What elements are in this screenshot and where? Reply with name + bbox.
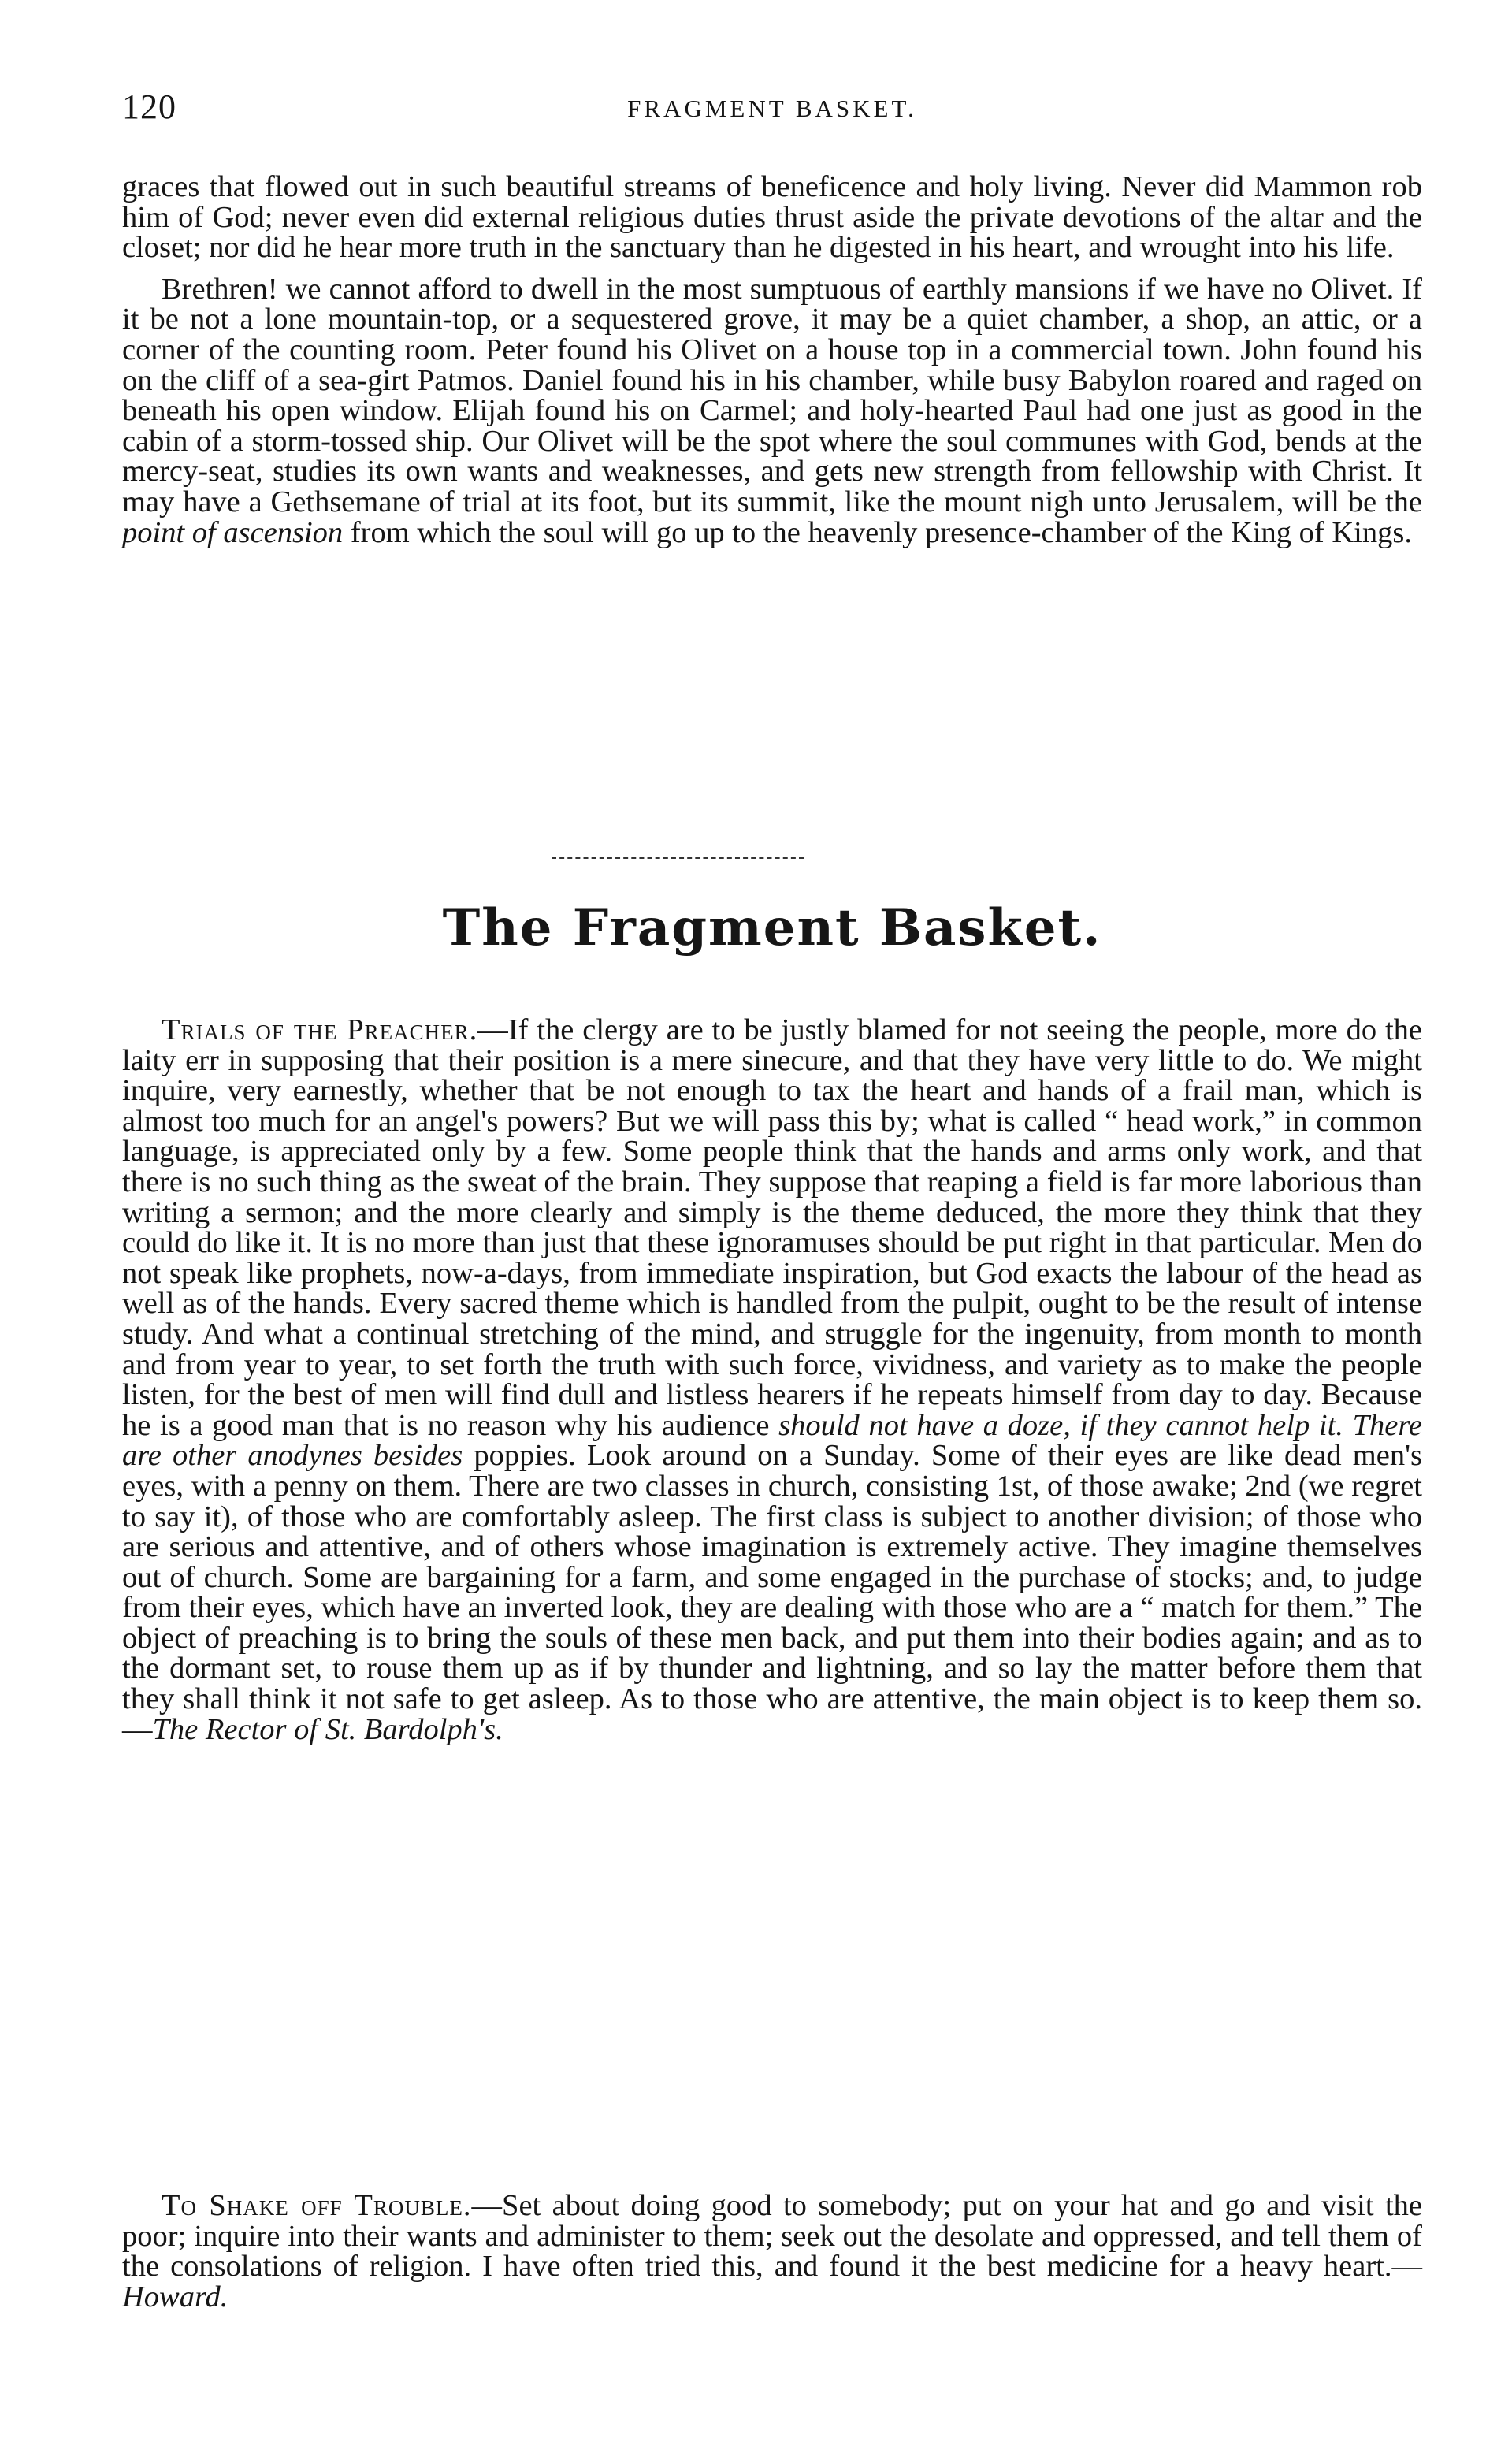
trials-body-lead: —If the clergy are to be justly blamed for not seeing the people, more do the laity err in supposing that their position is a mere sinecure, and that they have very little to do. We might inquire, very earnestly, whether that be not enough to tax the heart and hands of a frail man, which is almost too much for an angel's powers? But we will pass this by; what is called “ head work,” in common language, is appreciated only by a few. Some people think that the hands and arms only work, and that there is no such thing as the sweat of the brain. They suppose that reaping a field is far more laborious than writing a sermon; and the more clearly and simply is the theme deduced, the more they think that they could do like it. It is no more than just that these ignoramuses should be put right in that particular. Men do not speak like prophets, now-a-days, from immediate inspiration, but God exacts the labour of the head as well as of the hands. Every sacred theme which is handled from the pulpit, ought to be the result of intense study. And what a continual stretching of the mind, and struggle for the ingenuity, from month to month and from year to year, to set forth the truth with such force, vividness, and variety as to make the people listen, for the best of men will find dull and listless hearers if he repeats himself from day to day. Because he is a good man that is no reason why his audience: [122, 1013, 1422, 1442]
trouble-article: [122, 2191, 1422, 2312]
trials-paragraph: [122, 1015, 1422, 1745]
page-header: [122, 87, 1422, 134]
page-number: 120: [122, 87, 176, 126]
trouble-paragraph: [122, 2191, 1422, 2312]
olivet-paragraph-2: [122, 274, 1422, 548]
trials-body-italic: should not have a doze, if they cannot help it. There are other anodynes besides: [122, 1408, 1423, 1473]
trials-body-tail: poppies. Look around on a Sunday. Some of their eyes are like dead men's eyes, with a penny on them. There are two classes in church, consisting 1st, of those awake; 2nd (we regret to say it), of those who are comfortably asleep. The first class is subject to another division; of those who are serious and attentive, and of others whose imagination is extremely active. They imagine themselves out of church. Some are bargaining for a farm, and some engaged in the purchase of stocks; and, to judge from their eyes, which have an inverted look, they are dealing with those who are a “ match for them.” The object of preaching is to bring the souls of these men back, and put them into their bodies again; and as to the dormant set, to rouse them up as if by thunder and lightning, and so lay the matter before them that they shall think it not safe to get asleep. As to those who are attentive, the main object is to keep them so.—: [122, 1439, 1422, 1746]
trouble-attribution: Howard.: [122, 2280, 228, 2313]
trials-attribution: The Rector of St. Bardolph's.: [152, 1712, 503, 1746]
trials-heading: Trials of the Preacher.: [162, 1013, 478, 1046]
running-head: FRAGMENT BASKET.: [627, 95, 917, 122]
olivet-paragraph-2-lead: Brethren! we cannot afford to dwell in the most sumptuous of earthly mansions if we have no Olivet. If it be not a lone mountain-top, or a sequestered grove, it may be a quiet chamber, a shop, an attic, or a corner of the counting room. Peter found his Olivet on a house top in a commercial town. John found his on the cliff of a sea-girt Patmos. Daniel found his in his chamber, while busy Babylon roared and raged on beneath his open window. Elijah found his on Carmel; and holy-hearted Paul had one just as good in the cabin of a storm-tossed ship. Our Olivet will be the spot where the soul communes with God, bends at the mercy-seat, studies its own wants and weaknesses, and gets new strength from fellowship with Christ. It may have a Gethsemane of trial at its foot, but its summit, like the mount nigh unto Jerusalem, will be the: [122, 272, 1422, 518]
olivet-paragraph-2-italic: point of ascension: [122, 515, 344, 549]
olivet-paragraph-2-tail: from which the soul will go up to the heavenly presence-chamber of the King of Kings.: [343, 515, 1412, 549]
section-title: The Fragment Basket.: [442, 898, 1102, 957]
trouble-heading: To Shake off Trouble.: [162, 2189, 472, 2222]
trouble-body: —Set about doing good to somebody; put on your hat and go and visit the poor; inquire into their wants and administer to them; seek out the desolate and oppressed, and tell them of the consolations of religion. I have often tried this, and found it the best medicine for a heavy heart.—: [122, 2189, 1422, 2284]
trials-article: [122, 1015, 1422, 1745]
olivet-paragraph-1: graces that flowed out in such beautiful streams of beneficence and holy living. Never did Mammon rob him of God; never even did external religious duties thrust aside the private devotions of the altar and the closet; nor did he hear more truth in the sanctuary than he digested in his heart, and wrought into his life.: [122, 170, 1422, 265]
olivet-article: [122, 172, 1422, 548]
section-divider: [552, 857, 804, 859]
